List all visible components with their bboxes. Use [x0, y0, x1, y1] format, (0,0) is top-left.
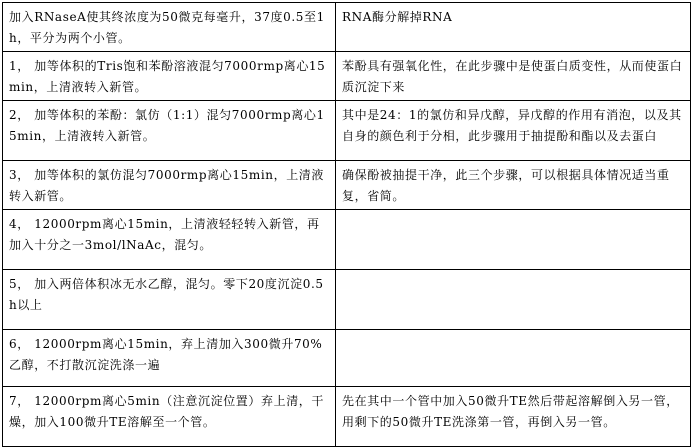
note-cell: RNA酶分解掉RNA [336, 3, 691, 52]
step-cell: 1， 加等体积的Tris饱和苯酚溶液混匀7000rmp离心15min，上清液转入新管。 [3, 52, 336, 101]
step-cell: 加入RNaseA使其终浓度为50微克每毫升，37度0.5至1h，平分为两个小管。 [3, 3, 336, 52]
note-cell: 苯酚具有强氧化性，在此步骤中是使蛋白质变性，从而使蛋白质沉淀下来 [336, 52, 691, 101]
note-cell [336, 330, 691, 387]
note-cell: 确保酚被抽提干净，此三个步骤，可以根据具体情况适当重复，省简。 [336, 161, 691, 210]
note-cell: 其中是24：1的氯仿和异戊醇，异戊醇的作用有消泡，以及其自身的颜色利于分相，此步骤用于抽提酚和酯以及去蛋白 [336, 101, 691, 161]
note-cell [336, 270, 691, 330]
table-row [3, 387, 691, 447]
note-cell: 先在其中一个管中加入50微升TE然后带起溶解倒入另一管，用剩下的50微升TE洗涤第一管，再倒入另一管。 [336, 387, 691, 447]
table-row [3, 101, 691, 161]
table-row [3, 52, 691, 101]
step-cell: 7， 12000rpm离心5min（注意沉淀位置）弃上清，干燥，加入100微升TE溶解至一个管。 [3, 387, 336, 447]
table-row [3, 210, 691, 270]
step-cell: 4， 12000rpm离心15min，上清液轻轻转入新管，再加入十分之一3mol/lNaAc，混匀。 [3, 210, 336, 270]
step-cell: 6， 12000rpm离心15min，弃上清加入300微升70%乙醇，不打散沉淀洗涤一遍 [3, 330, 336, 387]
step-cell: 5， 加入两倍体积冰无水乙醇，混匀。零下20度沉淀0.5h以上 [3, 270, 336, 330]
table-row [3, 161, 691, 210]
table-row [3, 3, 691, 52]
step-cell: 3， 加等体积的氯仿混匀7000rmp离心15min，上清液转入新管。 [3, 161, 336, 210]
protocol-table [2, 2, 691, 447]
step-cell: 2， 加等体积的苯酚：氯仿（1:1）混匀7000rmp离心15min，上清液转入新管。 [3, 101, 336, 161]
table-row [3, 330, 691, 387]
note-cell [336, 210, 691, 270]
table-row [3, 270, 691, 330]
